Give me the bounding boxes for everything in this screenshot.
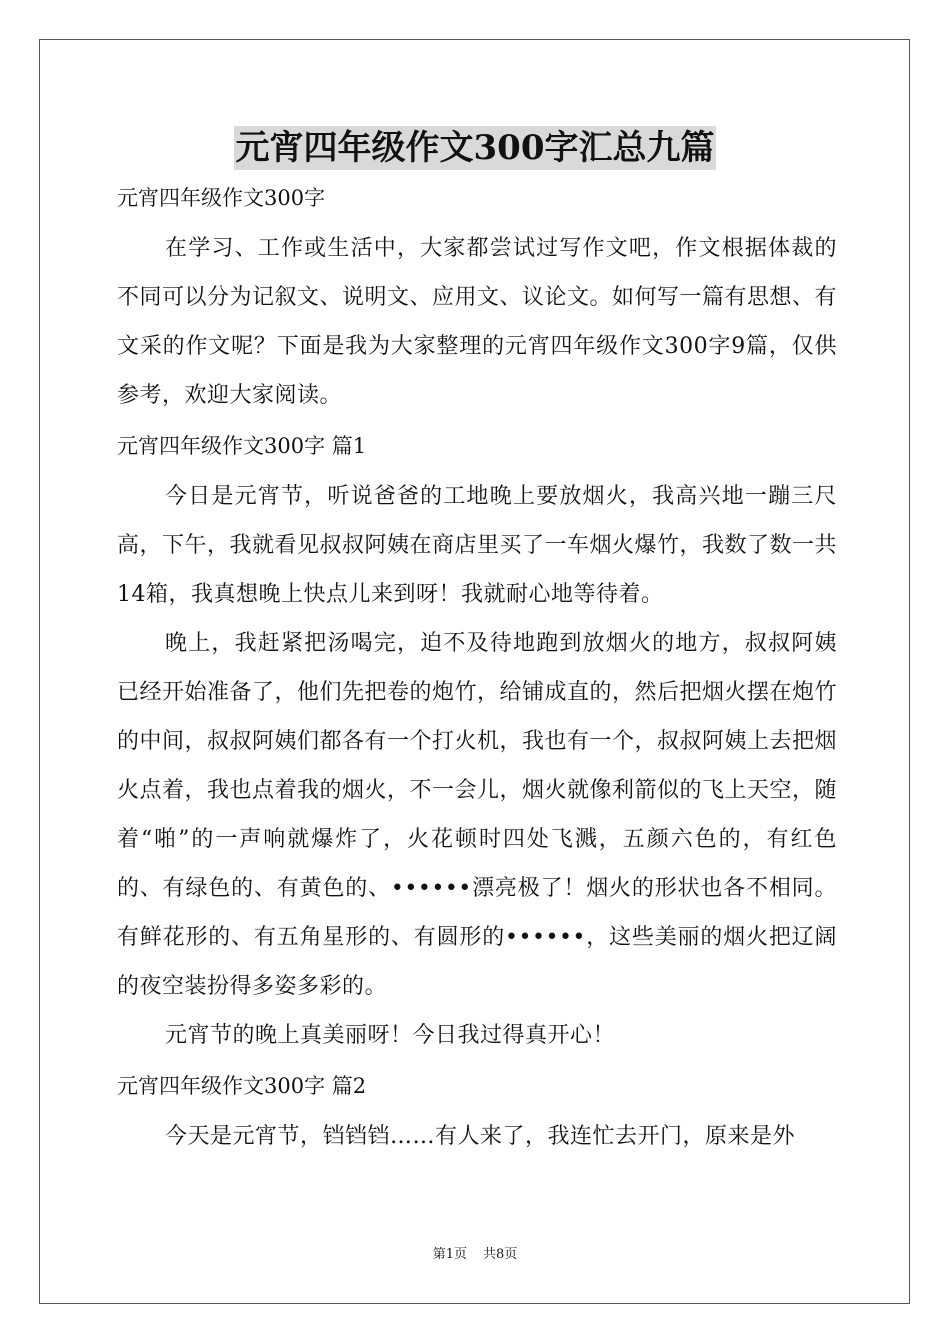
page-footer — [0, 1246, 950, 1264]
title-wrap — [0, 126, 950, 170]
paragraph-2-1: 今天是元宵节，铛铛铛……有人来了，我连忙去开门，原来是外 — [165, 1124, 796, 1149]
page-number: 第1页 — [432, 1247, 467, 1262]
document-body — [117, 178, 837, 1161]
paragraph-1-3: 元宵节的晚上真美丽呀！今日我过得真开心！ — [165, 1023, 616, 1048]
page-total: 共8页 — [483, 1247, 518, 1262]
paragraph-intro: 在学习、工作或生活中，大家都尝试过写作文吧，作文根据体裁的不同可以分为记叙文、说明文、应用文、议论文。如何写一篇有思想、有文采的作文呢？下面是我为大家整理的元宵四年级作文300字9篇，仅供参考，欢迎大家阅读。 — [117, 236, 838, 408]
section-heading-1: 元宵四年级作文300字 篇1 — [117, 434, 367, 458]
paragraph-1-2: 晚上，我赶紧把汤喝完，迫不及待地跑到放烟火的地方，叔叔阿姨已经开始准备了，他们先把卷的炮竹，给铺成直的，然后把烟火摆在炮竹的中间，叔叔阿姨们都各有一个打火机，我也有一个，叔叔阿姨上去把烟火点着，我也点着我的烟火，不一会儿，烟火就像利箭似的飞上天空，随着“啪”的一声响就爆炸了，火花顿时四处飞溅，五颜六色的，有红色的、有绿色的、有黄色的、••••••漂亮极了！烟火的形状也各不相同。有鲜花形的、有五角星形的、有圆形的••••••，这些美丽的烟火把辽阔的夜空装扮得多姿多彩的。 — [117, 631, 838, 999]
section-heading-intro: 元宵四年级作文300字 — [117, 186, 326, 210]
document-title: 元宵四年级作文300字汇总九篇 — [235, 128, 715, 168]
section-heading-2: 元宵四年级作文300字 篇2 — [117, 1074, 367, 1098]
paragraph-1-1: 今日是元宵节，听说爸爸的工地晚上要放烟火，我高兴地一蹦三尺高，下午，我就看见叔叔阿姨在商店里买了一车烟火爆竹，我数了数一共14箱，我真想晚上快点儿来到呀！我就耐心地等待着。 — [117, 484, 838, 607]
